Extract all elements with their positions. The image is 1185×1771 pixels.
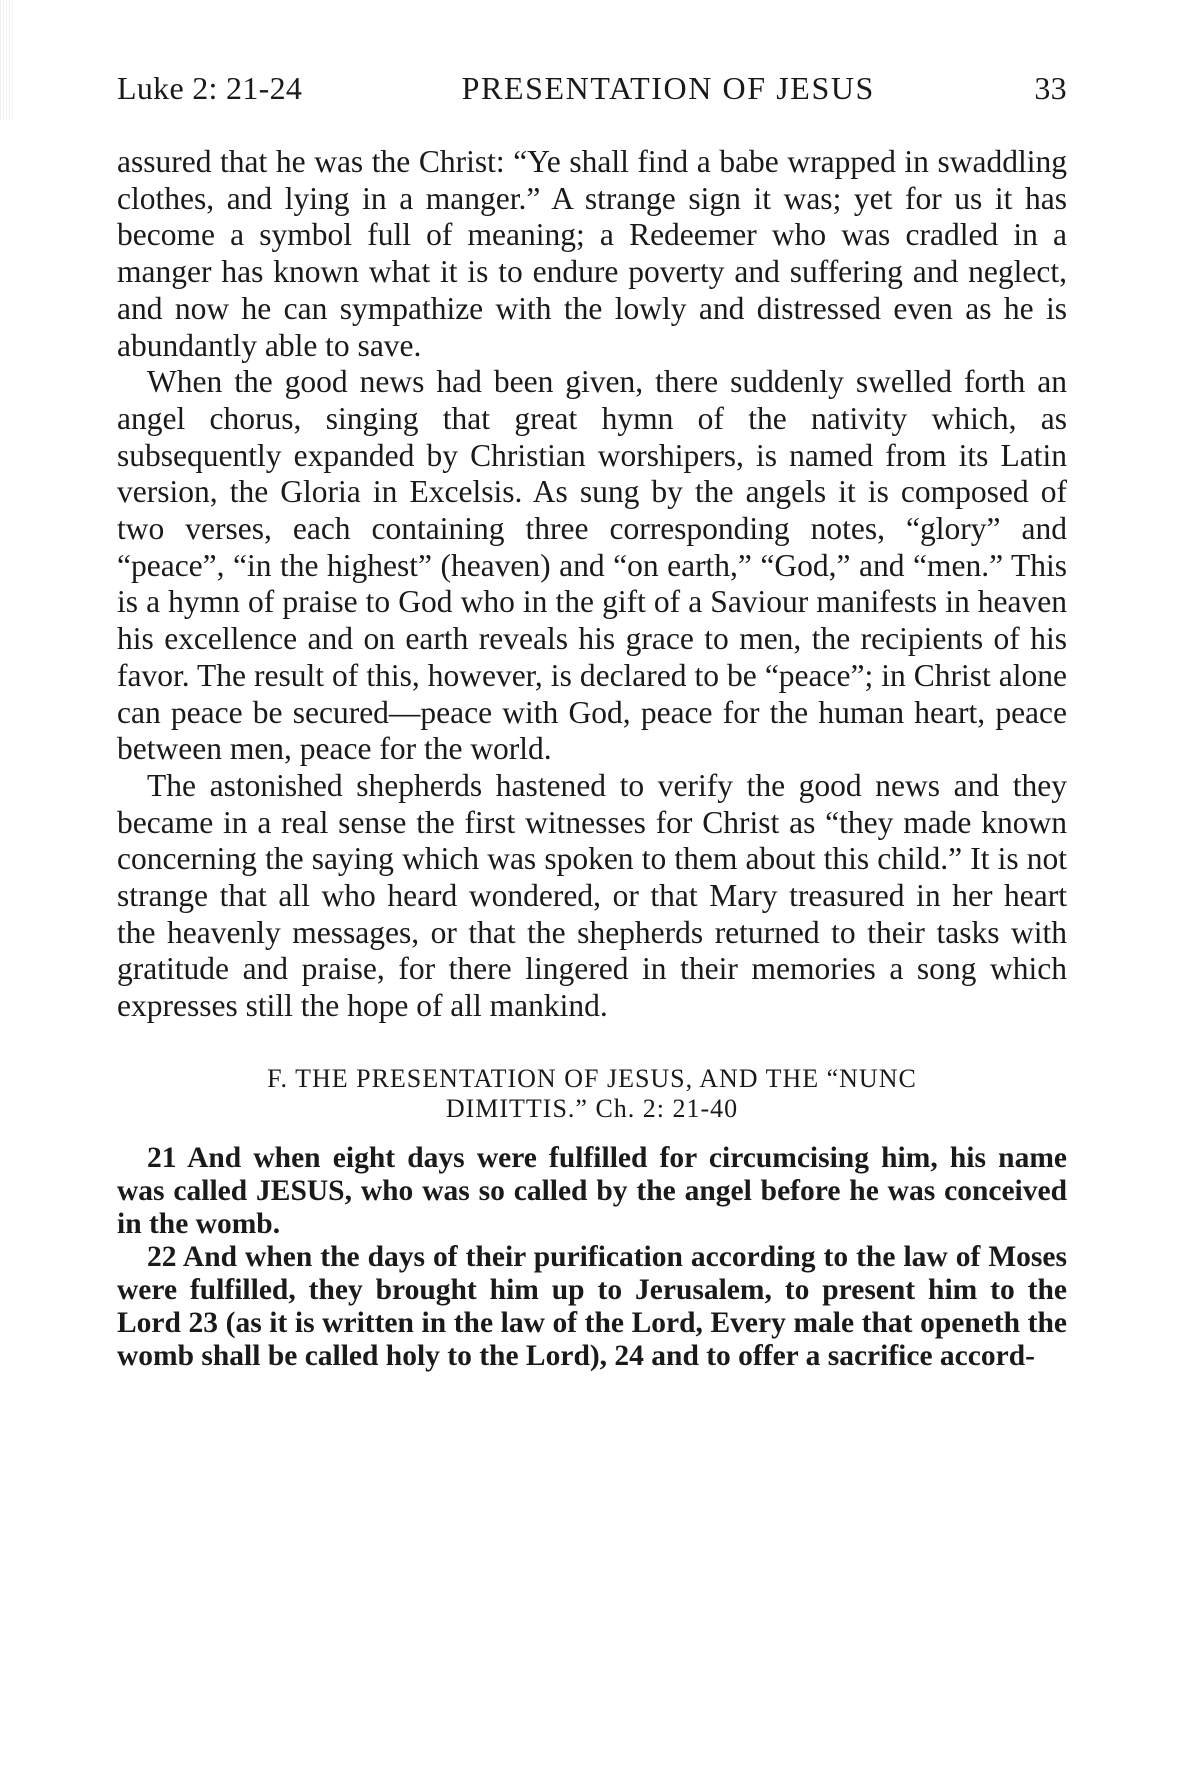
paragraph: The astonished shepherds hastened to verify the good news and they became in a real sense the first witnesses for Christ as “they made known concerning the saying which was spoken to them about this child.” It is not strange that all who heard wondered, or that Mary treasured in her heart the heavenly messages, or that the shepherds returned to their tasks with gratitude and praise, for there lingered in their memories a song which expresses still the hope of all mankind. xyxy=(117,767,1067,1024)
paragraph: When the good news had been given, there suddenly swelled forth an angel chorus, singing that great hymn of the nativity which, as subsequently expanded by Christian worshipers, is named from its Latin version, the Gloria in Excelsis. As sung by the angels it is composed of two verses, each containing three corresponding notes, “glory” and “peace”, “in the highest” (heaven) and “on earth,” “God,” and “men.” This is a hymn of praise to God who in the gift of a Saviour manifests in heaven his excellence and on earth reveals his grace to men, the recipients of his favor. The result of this, however, is declared to be “peace”; in Christ alone can peace be secured—peace with God, peace for the human heart, peace between men, peace for the world. xyxy=(117,364,1067,767)
commentary-text xyxy=(117,144,1067,1025)
book-page xyxy=(117,70,1067,1373)
running-head xyxy=(117,70,1067,114)
scripture-verse: 22 And when the days of their purification according to the law of Moses were fulfilled, they brought him up to Jerusalem, to present him to the Lord 23 (as it is written in the law of the Lord, Every male that openeth the womb shall be called holy to the Lord), 24 and to offer a sacrifice accord- xyxy=(117,1240,1067,1372)
paragraph: assured that he was the Christ: “Ye shall find a babe wrapped in swaddling clothes, and lying in a manger.” A strange sign it was; yet for us it has become a symbol full of meaning; a Redeemer who was cradled in a manger has known what it is to endure poverty and suffering and neglect, and now he can sympathize with the lowly and distressed even as he is abundantly able to save. xyxy=(117,144,1067,363)
page-edge-decoration xyxy=(0,0,14,120)
section-heading-line: DIMITTIS.” Ch. 2: 21-40 xyxy=(445,1093,739,1123)
chapter-reference: Luke 2: 21-24 xyxy=(117,70,303,106)
section-heading xyxy=(117,1064,1067,1124)
running-title: PRESENTATION OF JESUS xyxy=(461,70,875,106)
scripture-verse: 21 And when eight days were fulfilled for circumcising him, his name was called JESUS, who was so called by the angel before he was conceived in the womb. xyxy=(117,1141,1067,1240)
scripture-passage xyxy=(117,1142,1067,1373)
section-heading-line: F. THE PRESENTATION OF JESUS, AND THE “NUNC xyxy=(267,1063,917,1093)
page-number: 33 xyxy=(1034,70,1067,106)
